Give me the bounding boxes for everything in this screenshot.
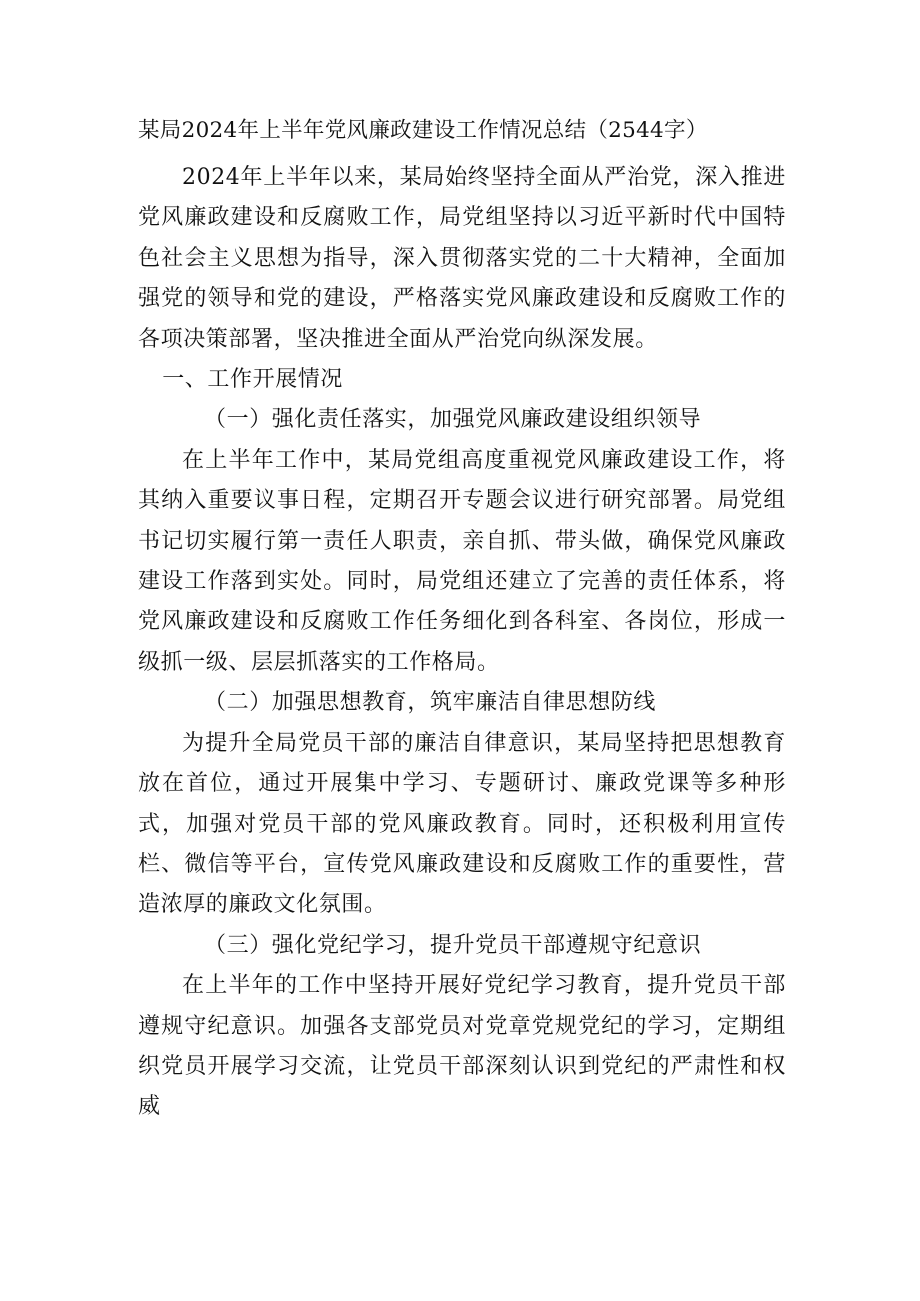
section-heading-work-progress: 一、工作开展情况 — [162, 367, 343, 393]
document-page — [138, 112, 786, 1128]
title-spacer — [138, 150, 786, 158]
document-title: 某局2024年上半年党风廉政建设工作情况总结（2544字） — [138, 118, 708, 143]
subsection-heading-discipline: （三）强化党纪学习，提升党员干部遵规守纪意识 — [204, 932, 702, 958]
subsection-body-responsibility: 在上半年工作中，某局党组高度重视党风廉政建设工作，将其纳入重要议事日程，定期召开专题会议进行研究部署。局党组书记切实履行第一责任人职责，亲自抓、带头做，确保党风廉政建设工作落到实处。同时，局党组还建立了完善的责任体系，将党风廉政建设和反腐败工作任务细化到各科室、各岗位，形成一级抓一级、层层抓落实的工作格局。 — [138, 447, 786, 675]
subsection-heading-education: （二）加强思想教育，筑牢廉洁自律思想防线 — [204, 690, 657, 716]
subsection-body-discipline: 在上半年的工作中坚持开展好党纪学习教育，提升党员干部遵规守纪意识。加强各支部党员对党章党规党纪的学习，定期组织党员开展学习交流，让党员干部深刻认识到党纪的严肃性和权威 — [138, 973, 786, 1120]
intro-paragraph: 2024年上半年以来，某局始终坚持全面从严治党，深入推进党风廉政建设和反腐败工作，局党组坚持以习近平新时代中国特色社会主义思想为指导，深入贯彻落实党的二十大精神，全面加强党的领导和党的建设，严格落实党风廉政建设和反腐败工作的各项决策部署，坚决推进全面从严治党向纵深发展。 — [138, 165, 786, 352]
subsection-body-education: 为提升全局党员干部的廉洁自律意识，某局坚持把思想教育放在首位，通过开展集中学习、专题研讨、廉政党课等多种形式，加强对党员干部的党风廉政教育。同时，还积极利用宣传栏、微信等平台，宣传党风廉政建设和反腐败工作的重要性，营造浓厚的廉政文化氛围。 — [138, 730, 786, 918]
subsection-heading-responsibility: （一）强化责任落实，加强党风廉政建设组织领导 — [204, 407, 702, 433]
